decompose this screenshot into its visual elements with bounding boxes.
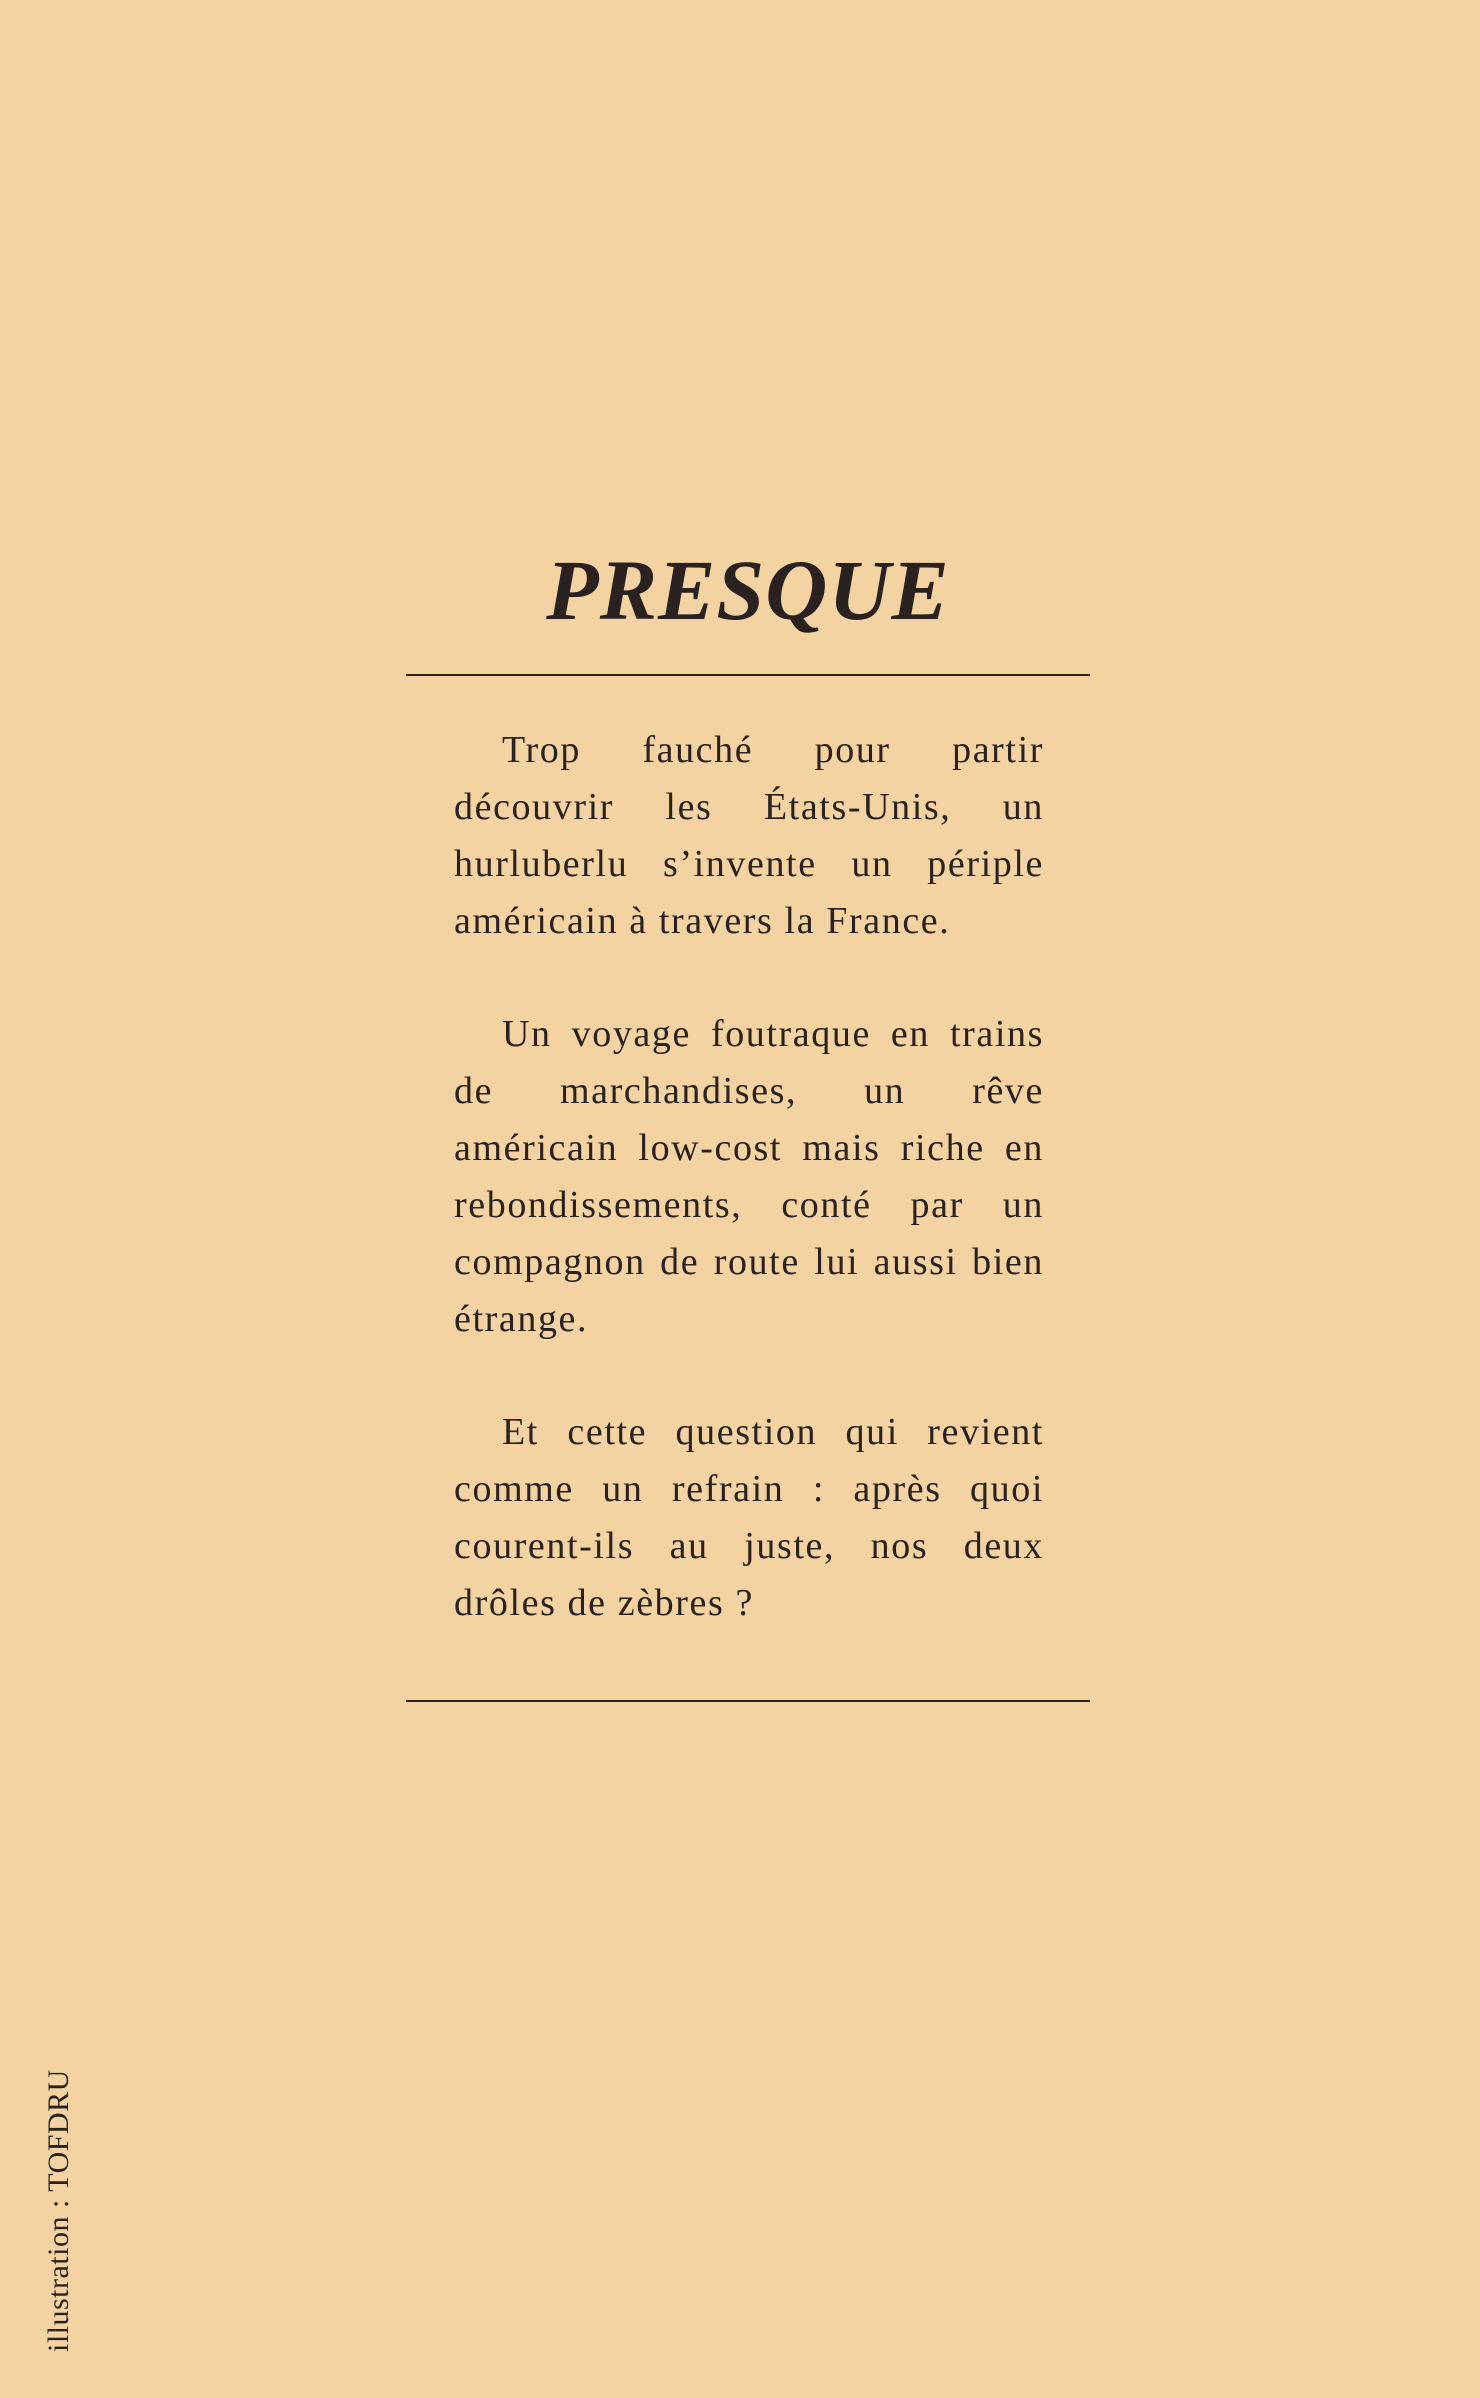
blurb-paragraph-3: Et cette question qui revient comme un refrain : après quoi courent-ils au juste, nos deux drôles de zèbres ? xyxy=(454,1411,1044,1624)
blurb-paragraph-2: Un voyage foutraque en trains de marchandises, un rêve américain low-cost mais riche en rebondissements, conté par un compagnon de route lui aussi bien étrange. xyxy=(454,1013,1044,1340)
bottom-divider xyxy=(406,1700,1090,1702)
book-title: PRESQUE xyxy=(546,542,950,638)
top-divider xyxy=(406,674,1090,676)
back-cover-blurb xyxy=(454,722,1044,1688)
illustration-credit: illustration : TOFDRU xyxy=(42,2069,75,2352)
blurb-paragraph-1: Trop fauché pour partir découvrir les États-Unis, un hurluberlu s’invente un périple américain à travers la France. xyxy=(454,729,1044,942)
